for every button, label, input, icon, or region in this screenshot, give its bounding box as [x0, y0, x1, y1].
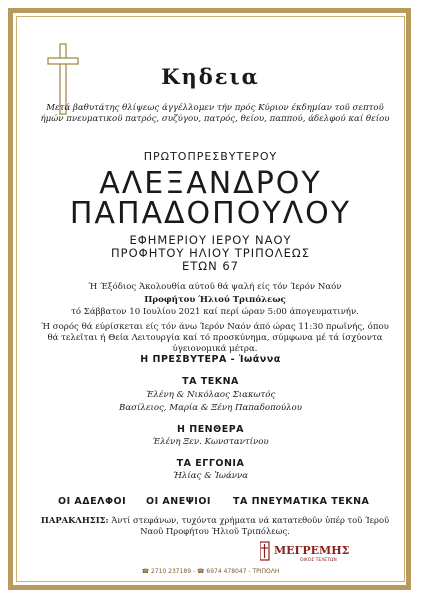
service-line-1: Ή Έξόδιος Άκολουθία αύτοϋ θά ψαλή είς τόν Ίερόν Ναόν [88, 282, 342, 292]
service-date: τό Σάββατον 10 Ιουλίου 2021 καί περί ώραν 5:00 άπογευματινήν. [71, 307, 359, 317]
service-church: Προφήτου Ήλιού Τριπόλεως [144, 295, 286, 305]
request-label: ΠΑΡΑΚΛΗΣΙΣ: [40, 515, 109, 525]
relatives-siblings: ΟΙ ΑΔΕΛΦΟΙ [58, 496, 127, 507]
children-line-2: Βασίλειος, Μαρία & Ξένη Παπαδοπούλου [119, 403, 302, 413]
relatives-spiritual-children: ΤΑ ΠΝΕΥΜΑΤΙΚΑ ΤΕΚΝΑ [233, 496, 370, 507]
grandchildren-line: Ήλίας & Ἰωάννα [172, 471, 248, 481]
logo-subtitle: ΟΙΚΟΣ ΤΕΛΕΤΩΝ [300, 558, 337, 563]
announcement-text: Μετά βαθυτάτης θλίψεως άγγέλλομεν τήν πρός Κύριον έκδημίαν τοϋ σεπτοϋ ήμών πνευματικοϋ πατρός, συζύγου, πατρός, θείου, παππού, άδελφού καί θείου [40, 103, 390, 124]
funeral-home-logo [260, 541, 390, 563]
wife-heading: Η ΠΡΕΣΒΥΤΕΡΑ - Ἰωάννα [140, 354, 281, 365]
request-note [40, 515, 390, 537]
position-line-2: ΠΡΟΦΗΤΟΥ ΗΛΙΟΥ ΤΡΙΠΟΛΕΩΣ [111, 246, 310, 260]
contact-line: ☎ 2710 237189 - ☎ 6974 478047 - ΤΡΙΠΟΛΗ [141, 568, 280, 575]
motherinlaw-line: Έλένη Ξεν. Κωνσταντίνου [152, 437, 269, 447]
deceased-last-name: ΠΑΠΑΔΟΠΟΥΛΟΥ [69, 196, 352, 231]
children-heading: ΤΑ ΤΕΚΝΑ [182, 376, 239, 387]
deceased-first-name: ΑΛΕΞΑΝΔΡΟΥ [99, 166, 322, 201]
logo-name: ΜΕΓΡΕΜΗΣ [274, 544, 350, 557]
grandchildren-heading: ΤΑ ΕΓΓΟΝΙΑ [176, 458, 245, 469]
children-line-1: Έλένη & Νικόλαος Σιακωτός [145, 390, 276, 400]
request-text: Άντί στεφάνων, τυχόντα χρήματα νά κατατεθοῦν ὑπέρ τοῦ Ίεροῦ Ναοῦ Προφήτου Ήλιοῦ Τριπόλεως. [111, 515, 390, 536]
deceased-rank: ΠΡΩΤΟΠΡΕΣΒΥΤΕΡΟΥ [143, 150, 278, 163]
position-line-1: ΕΦΗΜΕΡΙΟΥ ΙΕΡΟΥ ΝΑΟΥ [129, 233, 292, 247]
page-title: Κηδεια [161, 64, 260, 89]
deceased-age: ΕΤΩΝ 67 [182, 259, 239, 273]
relatives-nephews: ΟΙ ΑΝΕΨΙΟΙ [146, 496, 211, 507]
relic-text: Ή σορός θά εύρίσκεται είς τόν άνω Ίερόν Ναόν άπό ώρας 11:30 πρωϊνής, όπου θά τελεῖται ή Θεία Λειτουργία καί τό προσκύνημα, σύμφωνα μέ τά ίσχύοντα ύγειονομικά μέτρα. [41, 322, 389, 354]
motherinlaw-heading: Η ΠΕΝΘΕΡΑ [176, 424, 245, 435]
